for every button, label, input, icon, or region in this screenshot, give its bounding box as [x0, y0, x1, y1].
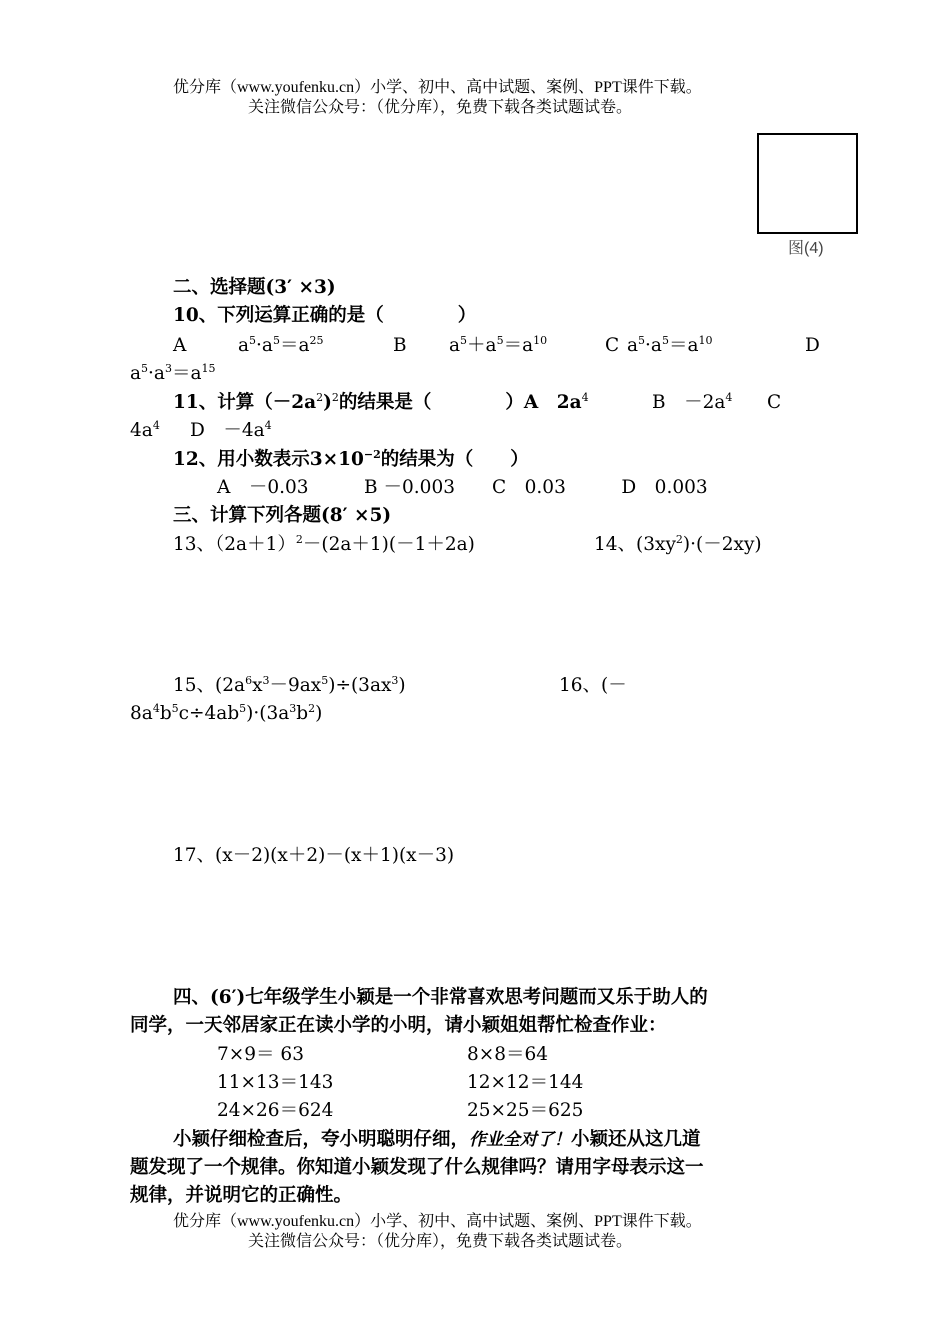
section-3-title: 三、计算下列各题(8′ ×5)	[173, 505, 392, 526]
section-4-intro-1: 四、(6′)七年级学生小颖是一个非常喜欢思考问题而又乐于助人的	[173, 987, 708, 1008]
q11-option-b-text: B －2a	[652, 392, 726, 413]
header-line-1: 优分库（www.youfenku.cn）小学、初中、高中试题、案例、PPT课件下载。	[173, 79, 702, 96]
section-2-title: 二、选择题(3′ ×3)	[173, 277, 336, 298]
q13-start: 13、（2a＋1）	[173, 534, 296, 555]
q11-stem: 11、计算（－2a	[173, 392, 317, 413]
section-4-para-2: 题发现了一个规律。你知道小颖发现了什么规律吗？请用字母表示这一	[130, 1157, 704, 1178]
q14-start: 14、(3xy	[594, 534, 676, 555]
q10-option-a: $a^5\cdot a^5=a^{25}$	[238, 334, 324, 356]
q13: 13、$(2a+1)^2-(2a+1)(-1+2a)$	[173, 533, 475, 555]
q12-options: A －0.03 B －0.003 C 0.03 D 0.003	[217, 477, 708, 498]
q10-option-c-label: C	[605, 335, 620, 356]
q14: 14、$(3xy^2)\cdot(-2xy)$	[594, 533, 762, 555]
footer-line-1: 优分库（www.youfenku.cn）小学、初中、高中试题、案例、PPT课件下载。	[173, 1213, 702, 1230]
figure-4-caption: 图(4)	[788, 240, 824, 257]
q10-option-b: $a^5+a^5=a^{10}$	[449, 334, 548, 356]
q11-line: 11、计算$(-2a^2)^2$的结果是（ ）A $2a^4$	[173, 391, 589, 413]
q13-end: －(2a＋1)(－1＋2a)	[302, 534, 475, 555]
q10-option-c: $a^5\cdot a^5=a^{10}$	[627, 334, 713, 356]
q12-stem-start: 12、用小数表示3×10	[173, 449, 364, 470]
q11-option-c: $4a^4$	[130, 419, 160, 441]
q14-end: )·(－2xy)	[682, 534, 762, 555]
q11-option-b: B $-2a^4$	[652, 391, 733, 413]
q17: 17、(x－2)(x＋2)－(x＋1)(x－3)	[173, 845, 455, 866]
q11-stem-end: 的结果是（ ）A 2a	[338, 392, 582, 413]
homework-row-1-right: 8×8＝64	[467, 1044, 549, 1065]
q12-stem: 12、用小数表示$3\times 10^{-2}$的结果为（ ）	[173, 448, 529, 470]
q10-option-b-label: B	[393, 335, 407, 356]
q16-cont: $8a^4b^5c\div 4ab^5)\cdot(3a^3b^2)$	[130, 702, 323, 724]
q15-start: 15、(2a	[173, 675, 246, 696]
q16-cont-start: 8a	[130, 703, 153, 724]
homework-row-3-right: 25×25＝625	[467, 1100, 584, 1121]
header-line-2: 关注微信公众号：（优分库），免费下载各类试题试卷。	[248, 99, 633, 116]
para1-start: 小颖仔细检查后，夸小明聪明仔细，	[173, 1129, 470, 1150]
q11-option-c-label: C	[767, 392, 782, 413]
section-4-para-1	[173, 1127, 701, 1153]
para1-end: 小颖还从这几道	[571, 1129, 701, 1150]
homework-row-1-left: 7×9＝ 63	[217, 1044, 304, 1065]
q16-start: 16、(－	[559, 675, 627, 696]
q10-option-a-label: A	[173, 335, 187, 356]
para1-script: 作业全对了！	[469, 1130, 572, 1150]
section-4-intro-2: 同学，一天邻居家正在读小学的小明，请小颖姐姐帮忙检查作业：	[130, 1015, 667, 1036]
footer-line-2: 关注微信公众号：（优分库），免费下载各类试题试卷。	[248, 1233, 633, 1250]
q11-option-c-text: 4a	[130, 420, 153, 441]
q10-stem: 10、下列运算正确的是（ ）	[173, 305, 477, 326]
homework-row-2-right: 12×12＝144	[467, 1072, 584, 1093]
q11-option-d-text: D －4a	[190, 420, 265, 441]
figure-4-square	[757, 133, 858, 234]
q12-stem-end: 的结果为（ ）	[380, 449, 529, 470]
section-4-para-3: 规律，并说明它的正确性。	[130, 1185, 353, 1206]
q11-option-d: D $-4a^4$	[190, 419, 272, 441]
q15: 15、$(2a^6x^3-9ax^5)\div(3ax^3)$	[173, 674, 406, 696]
q11-stem-mid: )	[323, 392, 332, 413]
q10-option-d-label: D	[805, 335, 820, 356]
homework-row-2-left: 11×13＝143	[217, 1072, 334, 1093]
q10-option-d: $a^5\cdot a^3=a^{15}$	[130, 362, 216, 384]
homework-row-3-left: 24×26＝624	[217, 1100, 334, 1121]
